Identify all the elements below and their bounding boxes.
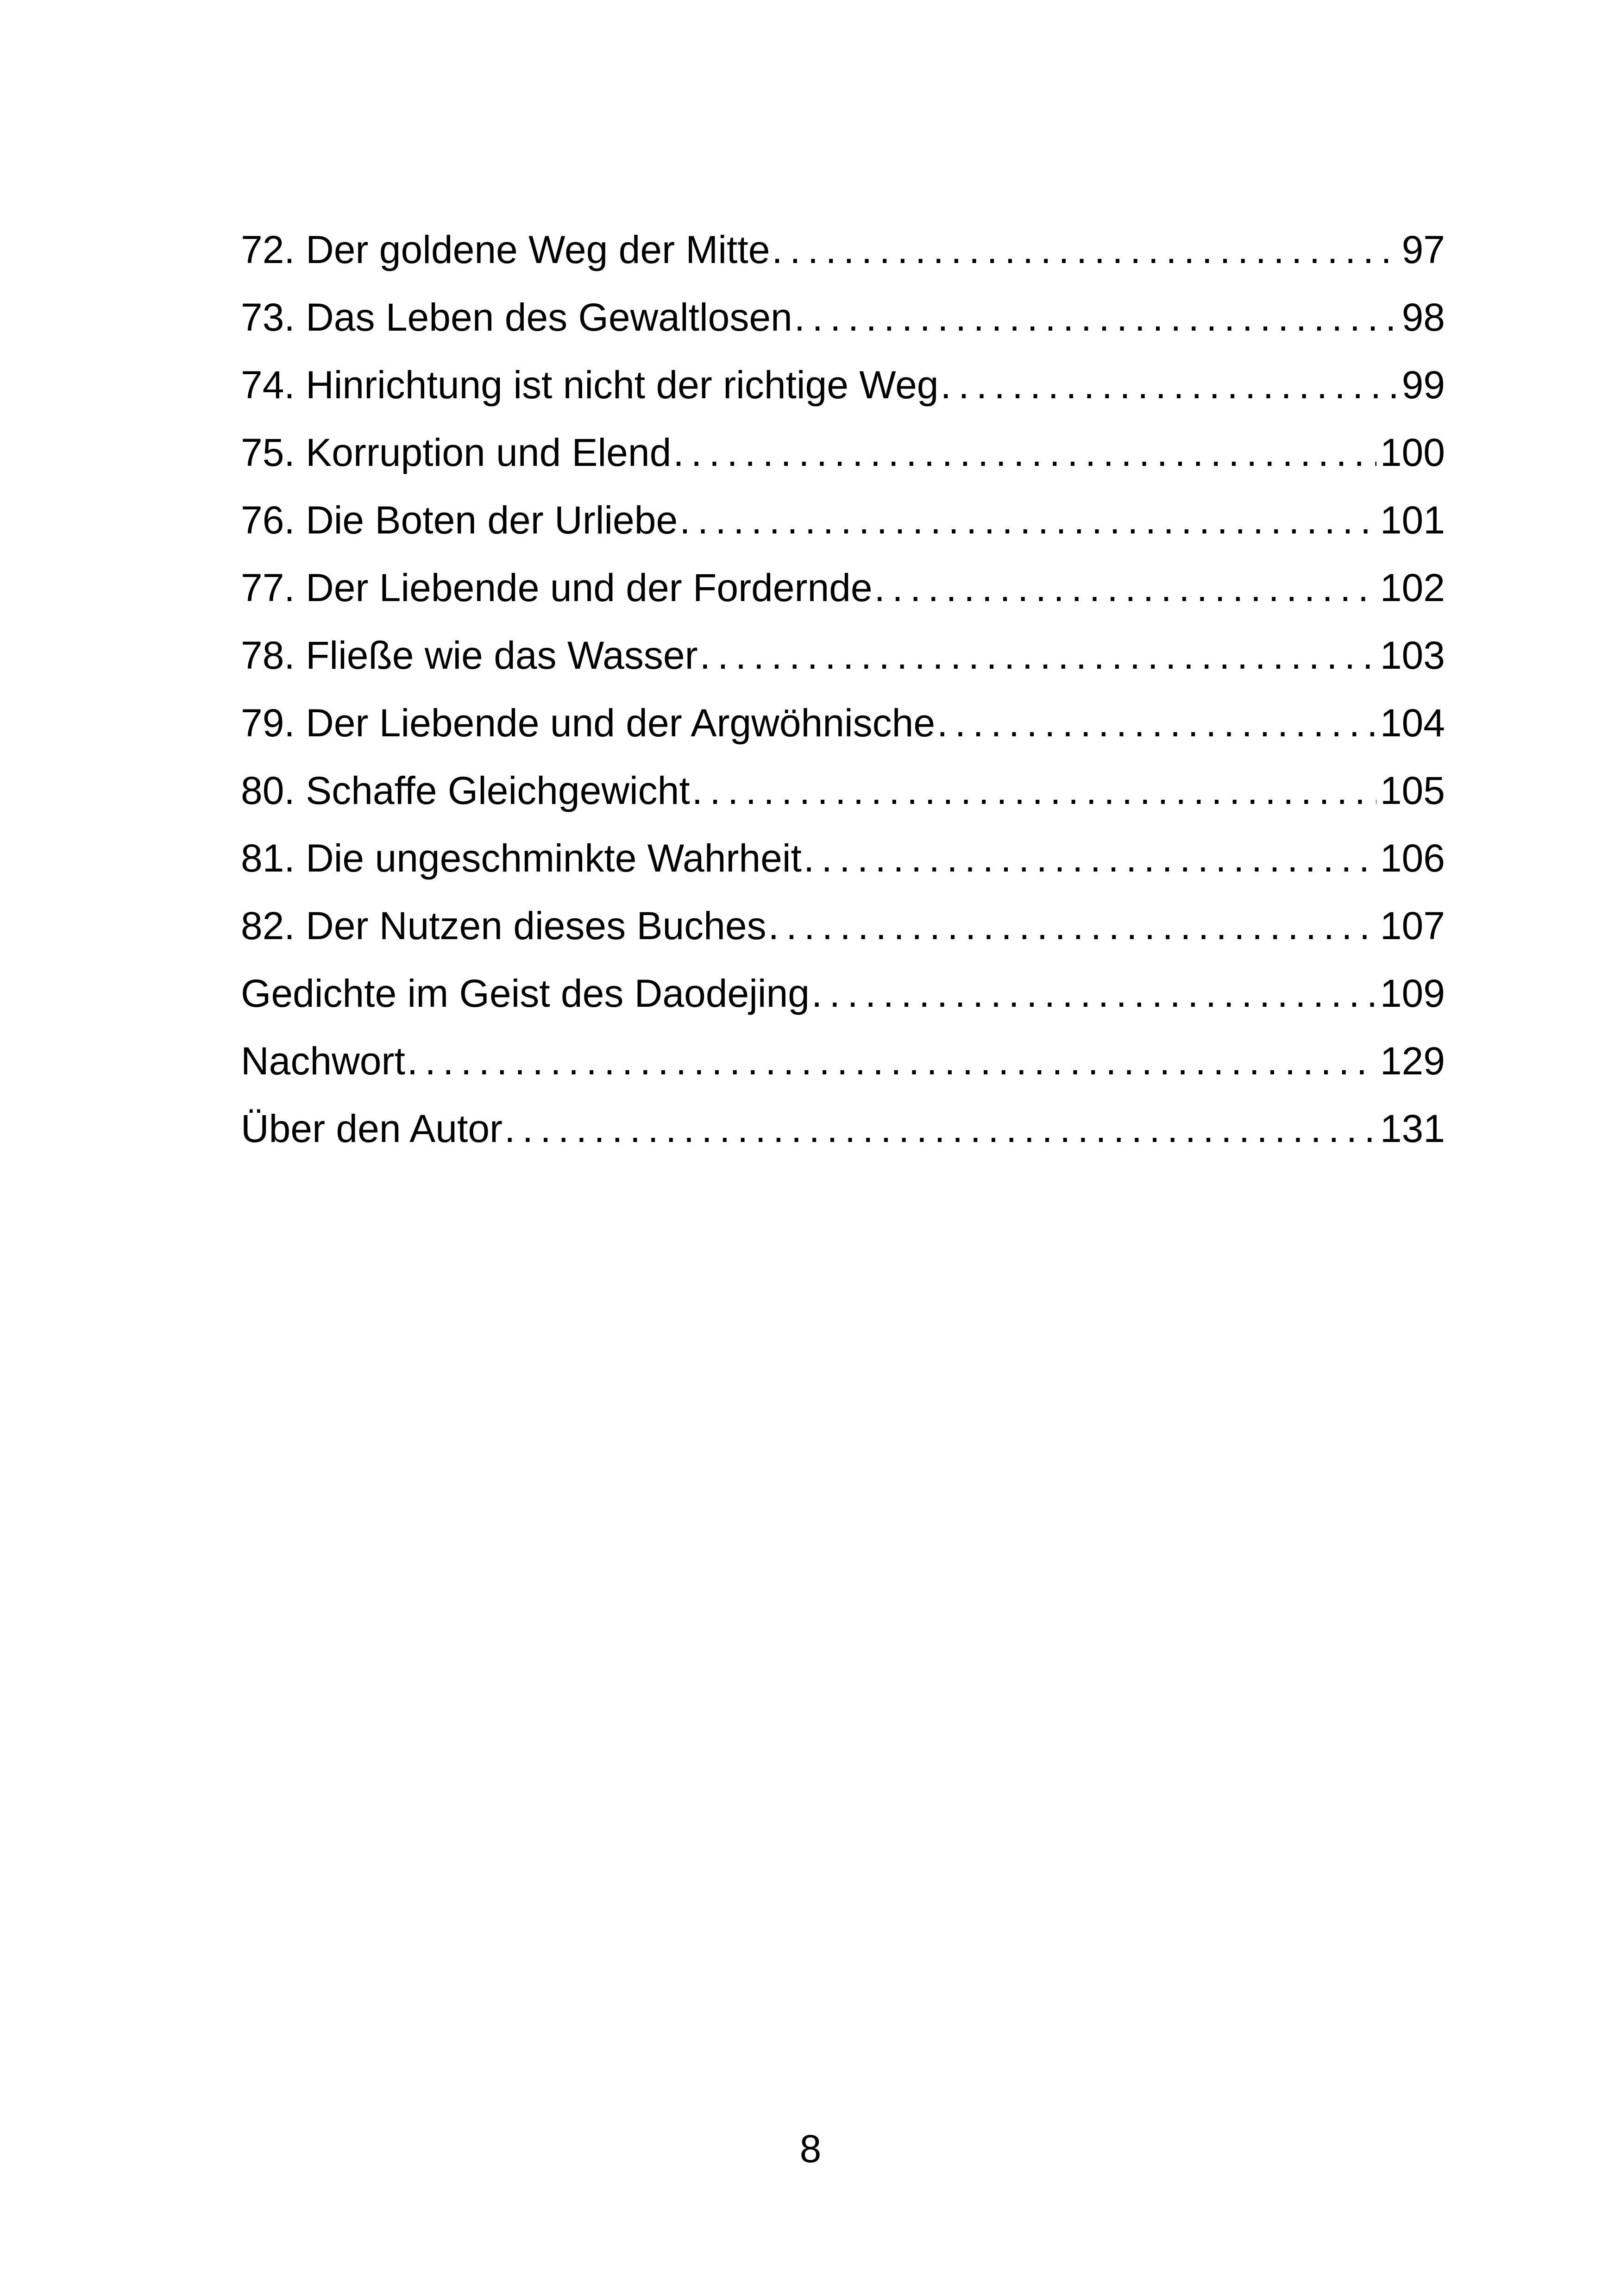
toc-entry-title: Gedichte im Geist des Daodejing (241, 972, 810, 1015)
toc-dot-leader (937, 689, 1376, 757)
toc-dot-leader (794, 283, 1398, 351)
toc-entry[interactable] (241, 1095, 1445, 1162)
toc-dot-leader (804, 824, 1376, 892)
toc-dot-leader (679, 486, 1376, 554)
toc-entry[interactable] (241, 216, 1445, 283)
toc-entry-page: 97 (1401, 228, 1445, 271)
toc-dot-leader (772, 216, 1398, 283)
toc-entry-page: 105 (1380, 769, 1445, 812)
toc-entry-title: 75. Korruption und Elend (241, 431, 672, 474)
toc-dot-leader (768, 892, 1376, 960)
toc-entry-title: Über den Autor (241, 1107, 503, 1150)
toc-dot-leader (874, 554, 1376, 621)
toc-entry-page: 102 (1380, 566, 1445, 609)
toc-dot-leader (504, 1095, 1376, 1162)
toc-entry-page: 98 (1401, 295, 1445, 339)
toc-entry[interactable] (241, 419, 1445, 486)
toc-entry[interactable] (241, 283, 1445, 351)
toc-entry-page: 99 (1401, 363, 1445, 407)
toc-entry[interactable] (241, 1027, 1445, 1095)
toc-entry-page: 131 (1380, 1107, 1445, 1150)
toc-entry-title: 78. Fließe wie das Wasser (241, 634, 698, 677)
toc-entry-page: 107 (1380, 904, 1445, 947)
toc-entry[interactable] (241, 689, 1445, 757)
toc-entry-title: 79. Der Liebende und der Argwöhnische (241, 701, 936, 745)
toc-entry[interactable] (241, 554, 1445, 621)
toc-entry-title: 73. Das Leben des Gewaltlosen (241, 295, 792, 339)
toc-dot-leader (673, 419, 1376, 486)
toc-entry-title: 72. Der goldene Weg der Mitte (241, 228, 770, 271)
toc-entry-page: 106 (1380, 836, 1445, 880)
toc-entry[interactable] (241, 892, 1445, 960)
toc-entry[interactable] (241, 824, 1445, 892)
toc-entry[interactable] (241, 757, 1445, 824)
toc-entry[interactable] (241, 351, 1445, 419)
toc-entry-page: 129 (1380, 1039, 1445, 1083)
toc-entry-title: 77. Der Liebende und der Fordernde (241, 566, 873, 609)
toc-entry-page: 101 (1380, 498, 1445, 542)
toc-entry-title: 80. Schaffe Gleichgewicht (241, 769, 690, 812)
toc-dot-leader (407, 1027, 1376, 1095)
toc-dot-leader (692, 757, 1376, 824)
toc-entry[interactable] (241, 960, 1445, 1027)
toc-dot-leader (941, 351, 1398, 419)
toc-dot-leader (811, 960, 1376, 1027)
toc-entry-page: 100 (1380, 431, 1445, 474)
toc-entry-title: 74. Hinrichtung ist nicht der richtige Weg (241, 363, 939, 407)
toc-entry[interactable] (241, 621, 1445, 689)
page-number: 8 (799, 2127, 822, 2171)
toc-entry-page: 104 (1380, 701, 1445, 745)
toc-entry-title: 82. Der Nutzen dieses Buches (241, 904, 767, 947)
toc-dot-leader (700, 621, 1376, 689)
table-of-contents (241, 216, 1445, 1162)
toc-entry[interactable] (241, 486, 1445, 554)
toc-entry-page: 103 (1380, 634, 1445, 677)
toc-entry-page: 109 (1380, 972, 1445, 1015)
toc-entry-title: 76. Die Boten der Urliebe (241, 498, 678, 542)
toc-entry-title: Nachwort (241, 1039, 405, 1083)
toc-entry-title: 81. Die ungeschminkte Wahrheit (241, 836, 802, 880)
